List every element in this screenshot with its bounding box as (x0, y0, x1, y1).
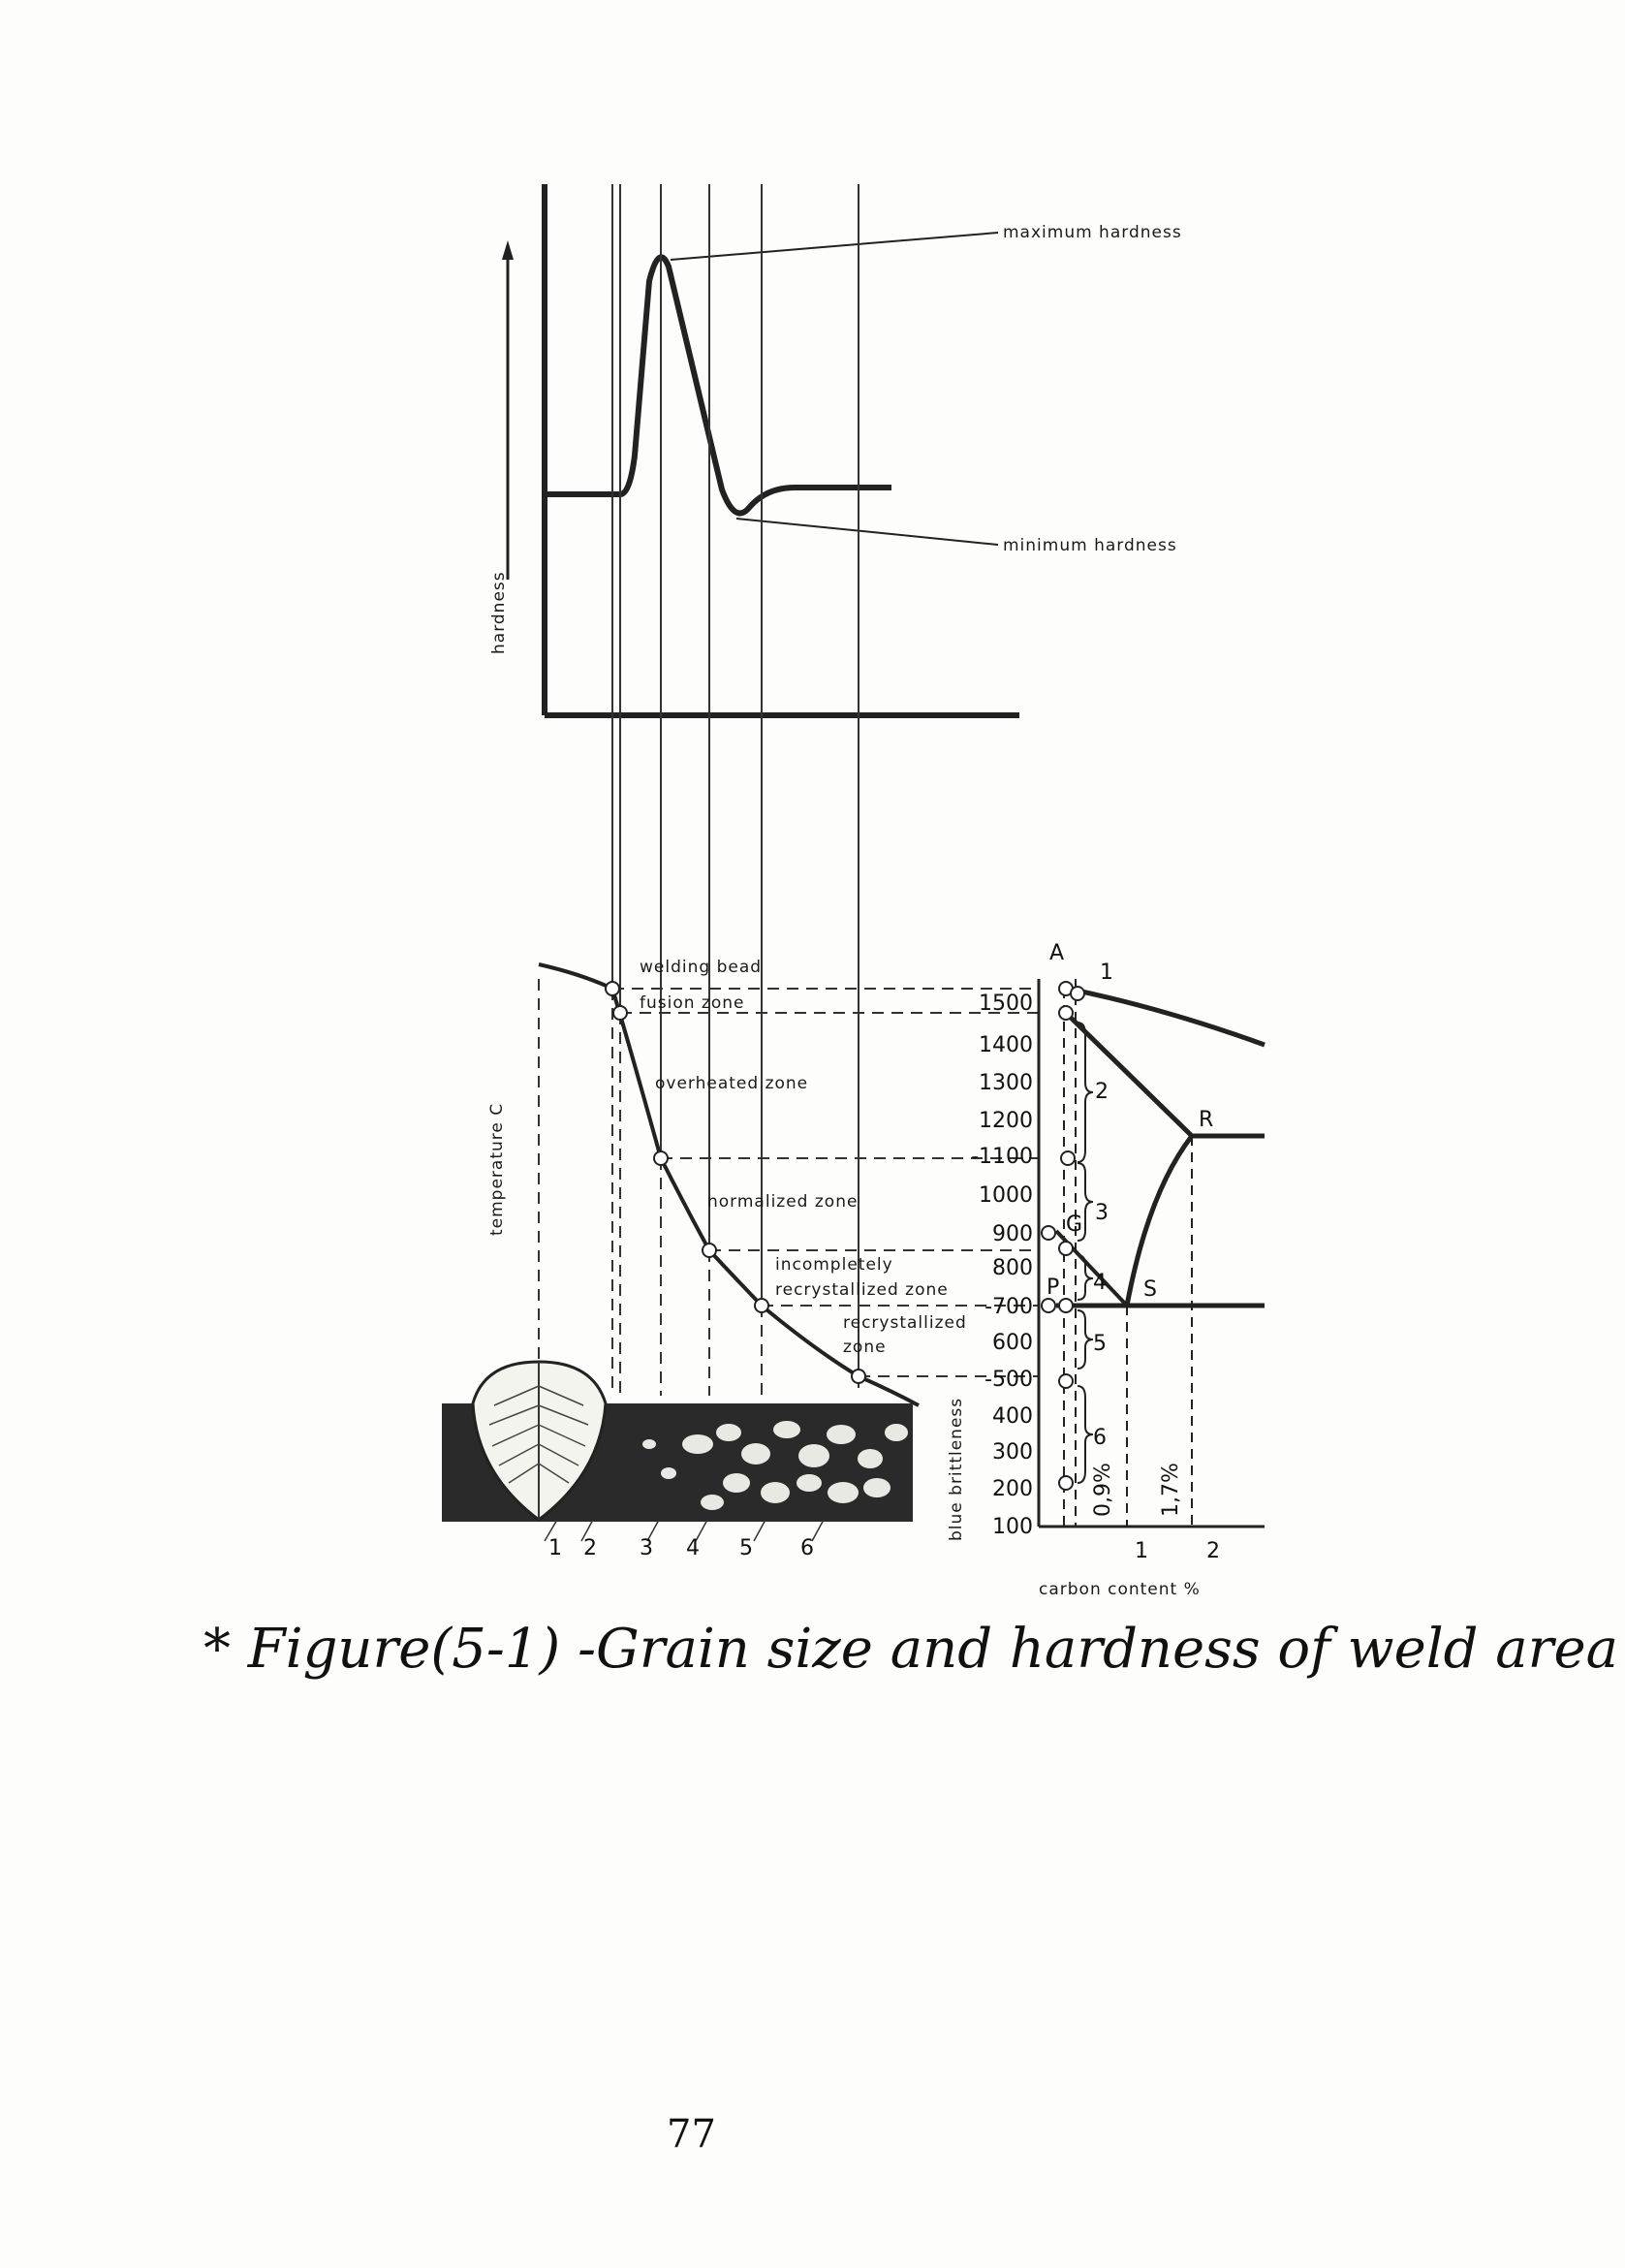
liquidus-line (1068, 989, 1265, 1045)
zone-label-normalized: normalized zone (707, 1192, 859, 1212)
min-hardness-leader (736, 519, 998, 545)
svg-text:R: R (1199, 1108, 1214, 1132)
svg-text:600: 600 (992, 1331, 1033, 1355)
svg-text:800: 800 (992, 1256, 1033, 1280)
svg-text:900: 900 (992, 1222, 1033, 1246)
svg-text:5: 5 (1093, 1332, 1107, 1356)
svg-text:1: 1 (548, 1536, 562, 1560)
svg-text:3: 3 (1095, 1201, 1109, 1225)
temperature-ticks (971, 992, 1033, 1539)
svg-text:-700: -700 (984, 1295, 1033, 1319)
svg-text:-500: -500 (984, 1368, 1033, 1392)
page-number: 77 (667, 2112, 716, 2157)
svg-text:3: 3 (640, 1536, 653, 1560)
zone-label-incompletely: incompletely (775, 1255, 893, 1275)
svg-text:2: 2 (1095, 1080, 1109, 1104)
hardness-arrow-head (502, 240, 514, 260)
svg-text:200: 200 (992, 1477, 1033, 1501)
phase-diagram (1042, 979, 1265, 1527)
svg-text:4: 4 (1093, 1271, 1107, 1295)
svg-text:2: 2 (583, 1536, 597, 1560)
temperature-dashes (539, 979, 1039, 1396)
svg-text:4: 4 (686, 1536, 700, 1560)
weld-cross-section (442, 1362, 913, 1541)
svg-text:A: A (1049, 941, 1065, 965)
svg-text:2: 2 (1206, 1539, 1220, 1563)
temperature-axis-label: temperature C (487, 1102, 507, 1236)
svg-text:1: 1 (1135, 1539, 1148, 1563)
svg-text:1,7%: 1,7% (1159, 1463, 1183, 1517)
hardness-axis-label: hardness (489, 571, 509, 654)
zone-label-incompletely-2: recrystallized zone (775, 1280, 949, 1300)
temperature-scale (1039, 979, 1265, 1527)
carbon-content-label: carbon content % (1039, 1580, 1201, 1599)
svg-text:1500: 1500 (979, 992, 1033, 1016)
svg-text:6: 6 (800, 1536, 814, 1560)
svg-text:1300: 1300 (979, 1071, 1033, 1095)
svg-text:400: 400 (992, 1404, 1033, 1429)
svg-text:1200: 1200 (979, 1109, 1033, 1133)
svg-text:1000: 1000 (979, 1183, 1033, 1208)
zone-numbers (548, 1536, 814, 1560)
svg-text:5: 5 (739, 1536, 753, 1560)
zone-label-overheated: overheated zone (655, 1074, 809, 1093)
svg-text:100: 100 (992, 1515, 1033, 1539)
svg-text:S: S (1143, 1277, 1157, 1302)
svg-text:G: G (1066, 1213, 1083, 1237)
svg-text:1: 1 (1100, 961, 1113, 985)
max-hardness-label: maximum hardness (1003, 223, 1182, 242)
svg-text:6: 6 (1093, 1426, 1107, 1450)
svg-text:300: 300 (992, 1440, 1033, 1465)
max-hardness-leader (671, 233, 998, 260)
svg-text:0,9%: 0,9% (1091, 1463, 1115, 1517)
min-hardness-label: minimum hardness (1003, 536, 1177, 555)
svg-text:-1100: -1100 (971, 1145, 1033, 1169)
zone-label-welding-bead: welding bead (640, 958, 763, 977)
blue-brittleness-label: blue brittleness (947, 1397, 966, 1541)
zone-label-recrystallized: recrystallized (843, 1313, 967, 1333)
svg-text:1400: 1400 (979, 1033, 1033, 1057)
acm-line (1127, 1136, 1192, 1306)
zone-label-fusion: fusion zone (640, 993, 745, 1013)
figure-caption: * Figure(5-1) -Grain size and hardness of weld area (203, 1618, 1618, 1681)
hardness-curve (545, 257, 891, 513)
zone-label-recrystallized-2: zone (843, 1338, 887, 1357)
svg-text:P: P (1047, 1276, 1060, 1300)
